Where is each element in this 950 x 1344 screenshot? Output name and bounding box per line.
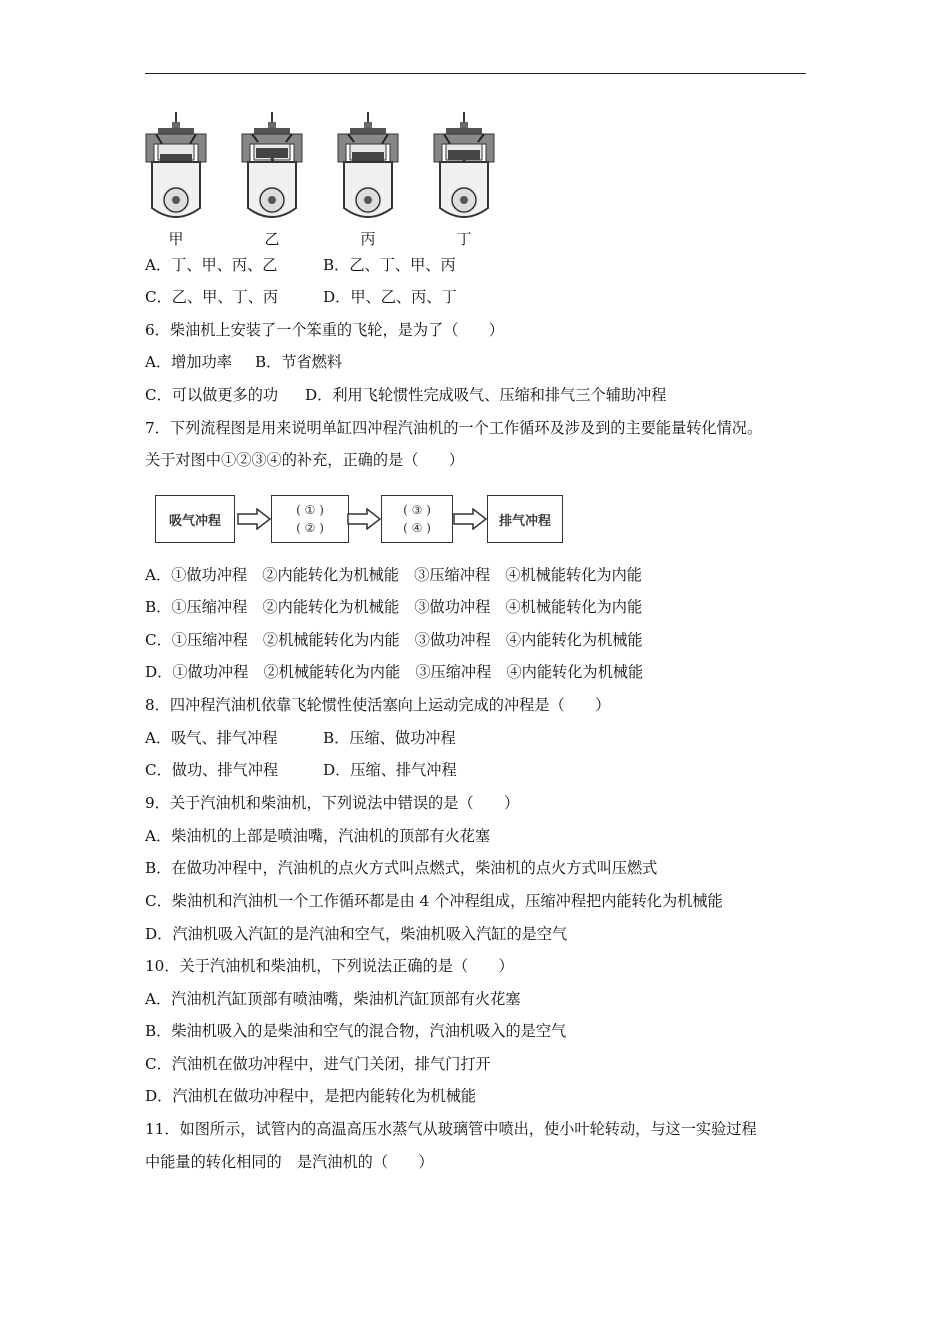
engine-label: 甲 (168, 230, 184, 248)
q7-stem-line-1: 7．下列流程图是用来说明单缸四冲程汽油机的一个工作循环及涉及到的主要能量转化情况。 (145, 419, 763, 437)
engine-diagram-yi (234, 108, 310, 250)
engine-icon (426, 108, 502, 226)
flow-box-exhaust: 排气冲程 (487, 495, 563, 543)
engine-icon (138, 108, 214, 226)
q8-option-a: A．吸气、排气冲程 (145, 729, 278, 747)
q9-option-d: D．汽油机吸入汽缸的是汽油和空气，柴油机吸入汽缸的是空气 (145, 925, 568, 943)
engine-label: 乙 (264, 230, 280, 248)
q7-option-c: C．①压缩冲程 ②机械能转化为内能 ③做功冲程 ④内能转化为机械能 (145, 631, 643, 649)
q5-option-c: C．乙、甲、丁、丙 (145, 288, 279, 306)
q6-option-b: B．节省燃料 (255, 353, 343, 371)
arrow-right-icon (237, 508, 271, 530)
q7-flowchart (143, 483, 566, 553)
q5-option-a: A．丁、甲、丙、乙 (145, 256, 278, 274)
engine-diagram-jia (138, 108, 214, 250)
q5-options-row-2 (145, 287, 457, 307)
flow-blank-4: ( ④ ) (403, 521, 431, 535)
engine-icon (234, 108, 310, 226)
q6-options-row-2 (145, 385, 667, 405)
flow-blank-3: ( ③ ) (403, 503, 431, 517)
arrow-right-icon (347, 508, 381, 530)
q10-option-a: A．汽油机汽缸顶部有喷油嘴，柴油机汽缸顶部有火花塞 (145, 990, 521, 1008)
q11-stem-line-2: 中能量的转化相同的 是汽油机的（ ） (145, 1153, 434, 1171)
q6-option-a: A．增加功率 (145, 353, 232, 371)
engine-label: 丙 (360, 230, 376, 248)
q8-option-d: D．压缩、排气冲程 (323, 761, 457, 779)
q6-options-row-1 (145, 352, 342, 372)
q5-option-d: D．甲、乙、丙、丁 (323, 288, 457, 306)
q5-options-row-1 (145, 255, 456, 275)
q10-stem: 10．关于汽油机和柴油机，下列说法正确的是（ ） (145, 957, 514, 975)
q7-stem-line-2: 关于对图中①②③④的补充，正确的是（ ） (145, 451, 464, 469)
q10-option-d: D．汽油机在做功冲程中，是把内能转化为机械能 (145, 1087, 477, 1105)
q9-stem: 9．关于汽油机和柴油机，下列说法中错误的是（ ） (145, 794, 520, 812)
engine-label: 丁 (456, 230, 472, 248)
q6-option-c: C．可以做更多的功 (145, 386, 279, 404)
q8-option-b: B．压缩、做功冲程 (323, 729, 456, 747)
q9-option-b: B．在做功冲程中，汽油机的点火方式叫点燃式，柴油机的点火方式叫压燃式 (145, 859, 658, 877)
q7-option-b: B．①压缩冲程 ②内能转化为机械能 ③做功冲程 ④机械能转化为内能 (145, 598, 643, 616)
q5-option-b: B．乙、丁、甲、丙 (323, 256, 456, 274)
q8-stem: 8．四冲程汽油机依靠飞轮惯性使活塞向上运动完成的冲程是（ ） (145, 696, 611, 714)
engine-stroke-diagrams (138, 108, 508, 250)
flow-box-stroke-1 (271, 495, 349, 543)
engine-icon (330, 108, 406, 226)
q8-options-row-2 (145, 760, 457, 780)
q10-option-b: B．柴油机吸入的是柴油和空气的混合物，汽油机吸入的是空气 (145, 1022, 567, 1040)
q11-stem-line-1: 11．如图所示，试管内的高温高压水蒸气从玻璃管中喷出，使小叶轮转动，与这一实验过程 (145, 1120, 757, 1138)
q7-option-d: D．①做功冲程 ②机械能转化为内能 ③压缩冲程 ④内能转化为机械能 (145, 663, 644, 681)
engine-diagram-bing (330, 108, 406, 250)
flow-blank-1: ( ① ) (296, 503, 324, 517)
flow-box-intake: 吸气冲程 (155, 495, 235, 543)
q7-option-a: A．①做功冲程 ②内能转化为机械能 ③压缩冲程 ④机械能转化为内能 (145, 566, 642, 584)
q6-stem: 6．柴油机上安装了一个笨重的飞轮，是为了（ ） (145, 321, 504, 339)
q10-option-c: C．汽油机在做功冲程中，进气门关闭，排气门打开 (145, 1055, 491, 1073)
q9-option-c: C．柴油机和汽油机一个工作循环都是由 4 个冲程组成，压缩冲程把内能转化为机械能 (145, 892, 723, 910)
q9-option-a: A．柴油机的上部是喷油嘴，汽油机的顶部有火花塞 (145, 827, 491, 845)
flow-blank-2: ( ② ) (296, 521, 324, 535)
q8-options-row-1 (145, 728, 456, 748)
arrow-right-icon (453, 508, 487, 530)
engine-diagram-ding (426, 108, 502, 250)
header-rule (145, 73, 806, 74)
q6-option-d: D．利用飞轮惯性完成吸气、压缩和排气三个辅助冲程 (305, 386, 667, 404)
q8-option-c: C．做功、排气冲程 (145, 761, 279, 779)
flow-box-stroke-2 (381, 495, 453, 543)
